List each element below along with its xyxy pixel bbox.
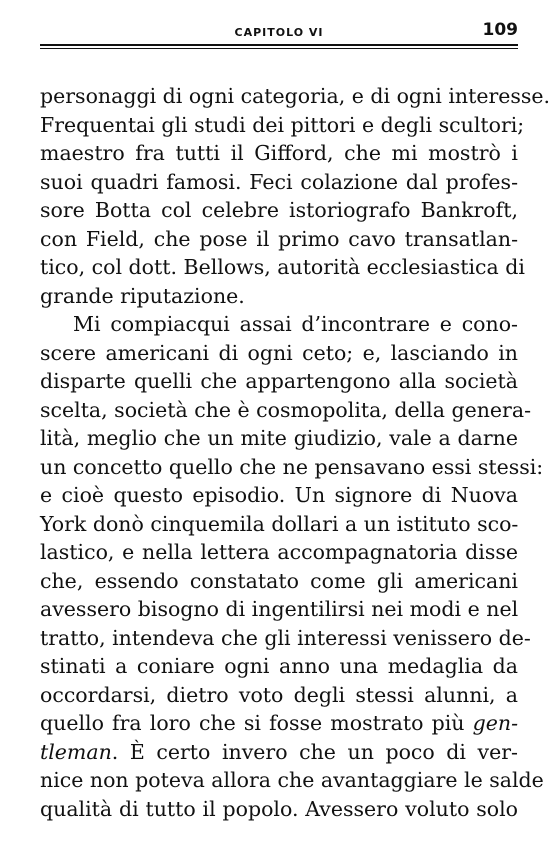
text-line: occordarsi, dietro voto degli stessi alunni, a bbox=[40, 682, 518, 707]
text-line: scelta, società che è cosmopolita, della genera- bbox=[40, 397, 532, 422]
italic-word: tleman bbox=[40, 739, 112, 764]
page-number: 109 bbox=[482, 20, 518, 40]
text-line: tratto, intendeva che gli interessi venissero de- bbox=[40, 625, 531, 650]
text-line: Mi compiacqui assai d’incontrare e cono- bbox=[73, 312, 518, 336]
text-line: grande riputazione. bbox=[40, 283, 245, 308]
text-line: e cioè questo episodio. Un signore di Nuova bbox=[40, 483, 518, 507]
text-line: scere americani di ogni ceto; e, lasciando in bbox=[40, 340, 518, 365]
header-rule-thin bbox=[40, 48, 518, 49]
text-line: che, essendo constatato come gli americani bbox=[40, 568, 518, 593]
text-line: personaggi di ogni categoria, e di ogni interesse. bbox=[40, 84, 550, 108]
text-line: lità, meglio che un mite giudizio, vale a darne bbox=[40, 426, 518, 450]
text-line: stinati a coniare ogni anno una medaglia da bbox=[40, 654, 518, 678]
text-line: con Field, che pose il primo cavo transatlan- bbox=[40, 226, 518, 251]
text-line bbox=[40, 738, 518, 767]
text-run: . È certo invero che un poco di ver- bbox=[111, 739, 518, 764]
italic-word: gen- bbox=[472, 711, 518, 735]
header-rule-thick bbox=[40, 44, 518, 46]
text-line: sore Botta col celebre istoriografo Bankroft, bbox=[40, 198, 518, 222]
text-line: York donò cinquemila dollari a un istituto sco- bbox=[40, 511, 519, 536]
text-run: quello fra loro che si fosse mostrato più bbox=[40, 711, 465, 735]
chapter-title: CAPITOLO VI bbox=[234, 26, 324, 39]
text-line: qualità di tutto il popolo. Avessero voluto solo bbox=[40, 796, 518, 821]
text-line: avessero bisogno di ingentilirsi nei modi e nel bbox=[40, 597, 519, 621]
text-line: lastico, e nella lettera accompagnatoria disse bbox=[40, 540, 518, 564]
text-line bbox=[40, 709, 518, 738]
running-head bbox=[40, 20, 518, 42]
text-line: suoi quadri famosi. Feci colazione dal profes- bbox=[40, 169, 518, 194]
text-body bbox=[40, 82, 550, 823]
text-line: nice non poteva allora che avantaggiare le salde bbox=[40, 768, 544, 792]
text-line: tico, col dott. Bellows, autorità ecclesiastica di bbox=[40, 255, 525, 279]
text-line: un concetto quello che ne pensavano essi stessi: bbox=[40, 454, 544, 479]
text-line: disparte quelli che appartengono alla società bbox=[40, 369, 518, 393]
text-line: maestro fra tutti il Gifford, che mi mostrò i bbox=[40, 141, 518, 165]
text-line: Frequentai gli studi dei pittori e degli scultori; bbox=[40, 112, 525, 137]
